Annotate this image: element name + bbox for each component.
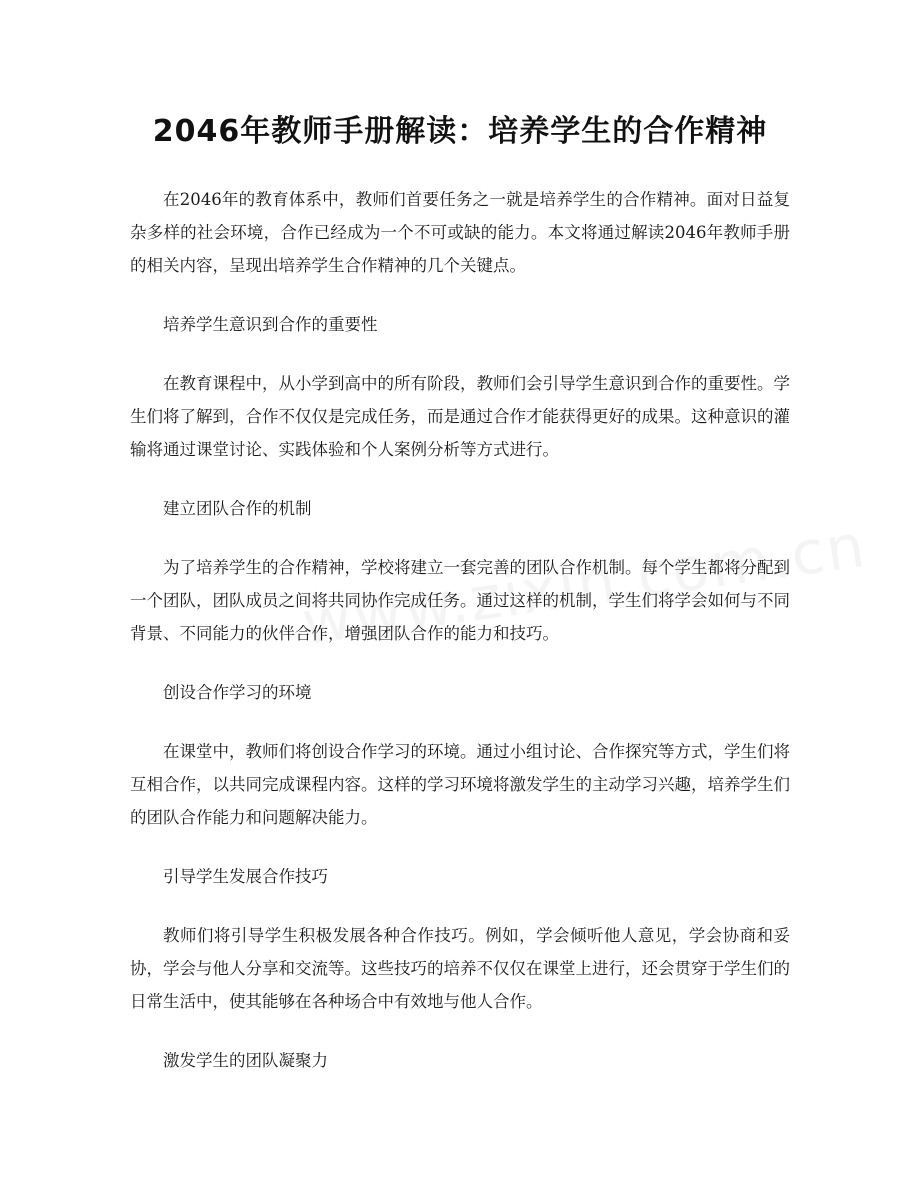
section-heading-environment: 创设合作学习的环境 <box>163 683 312 702</box>
document-body <box>130 183 790 1103</box>
section-paragraph-environment: 在课堂中，教师们将创设合作学习的环境。通过小组讨论、合作探究等方式，学生们将互相合作，以共同完成课程内容。这样的学习环境将激发学生的主动学习兴趣，培养学生们的团队合作能力和问题解决能力。 <box>130 742 790 827</box>
section-heading-importance: 培养学生意识到合作的重要性 <box>163 315 378 334</box>
section-heading-cohesion: 激发学生的团队凝聚力 <box>163 1051 328 1070</box>
section-paragraph-importance: 在教育课程中，从小学到高中的所有阶段，教师们会引导学生意识到合作的重要性。学生们将了解到，合作不仅仅是完成任务，而是通过合作才能获得更好的成果。这种意识的灌输将通过课堂讨论、实践体验和个人案例分析等方式进行。 <box>130 374 790 459</box>
section-heading-mechanism: 建立团队合作的机制 <box>163 499 312 518</box>
section-paragraph-skills: 教师们将引导学生积极发展各种合作技巧。例如，学会倾听他人意见，学会协商和妥协，学会与他人分享和交流等。这些技巧的培养不仅仅在课堂上进行，还会贯穿于学生们的日常生活中，使其能够在各种场合中有效地与他人合作。 <box>130 926 790 1011</box>
section-heading-skills: 引导学生发展合作技巧 <box>163 867 328 886</box>
intro-paragraph: 在2046年的教育体系中，教师们首要任务之一就是培养学生的合作精神。面对日益复杂多样的社会环境，合作已经成为一个不可或缺的能力。本文将通过解读2046年教师手册的相关内容，呈现出培养学生合作精神的几个关键点。 <box>130 190 790 275</box>
document-title: 2046年教师手册解读：培养学生的合作精神 <box>152 114 768 149</box>
section-paragraph-mechanism: 为了培养学生的合作精神，学校将建立一套完善的团队合作机制。每个学生都将分配到一个团队，团队成员之间将共同协作完成任务。通过这样的机制，学生们将学会如何与不同背景、不同能力的伙伴合作，增强团队合作的能力和技巧。 <box>130 558 790 643</box>
